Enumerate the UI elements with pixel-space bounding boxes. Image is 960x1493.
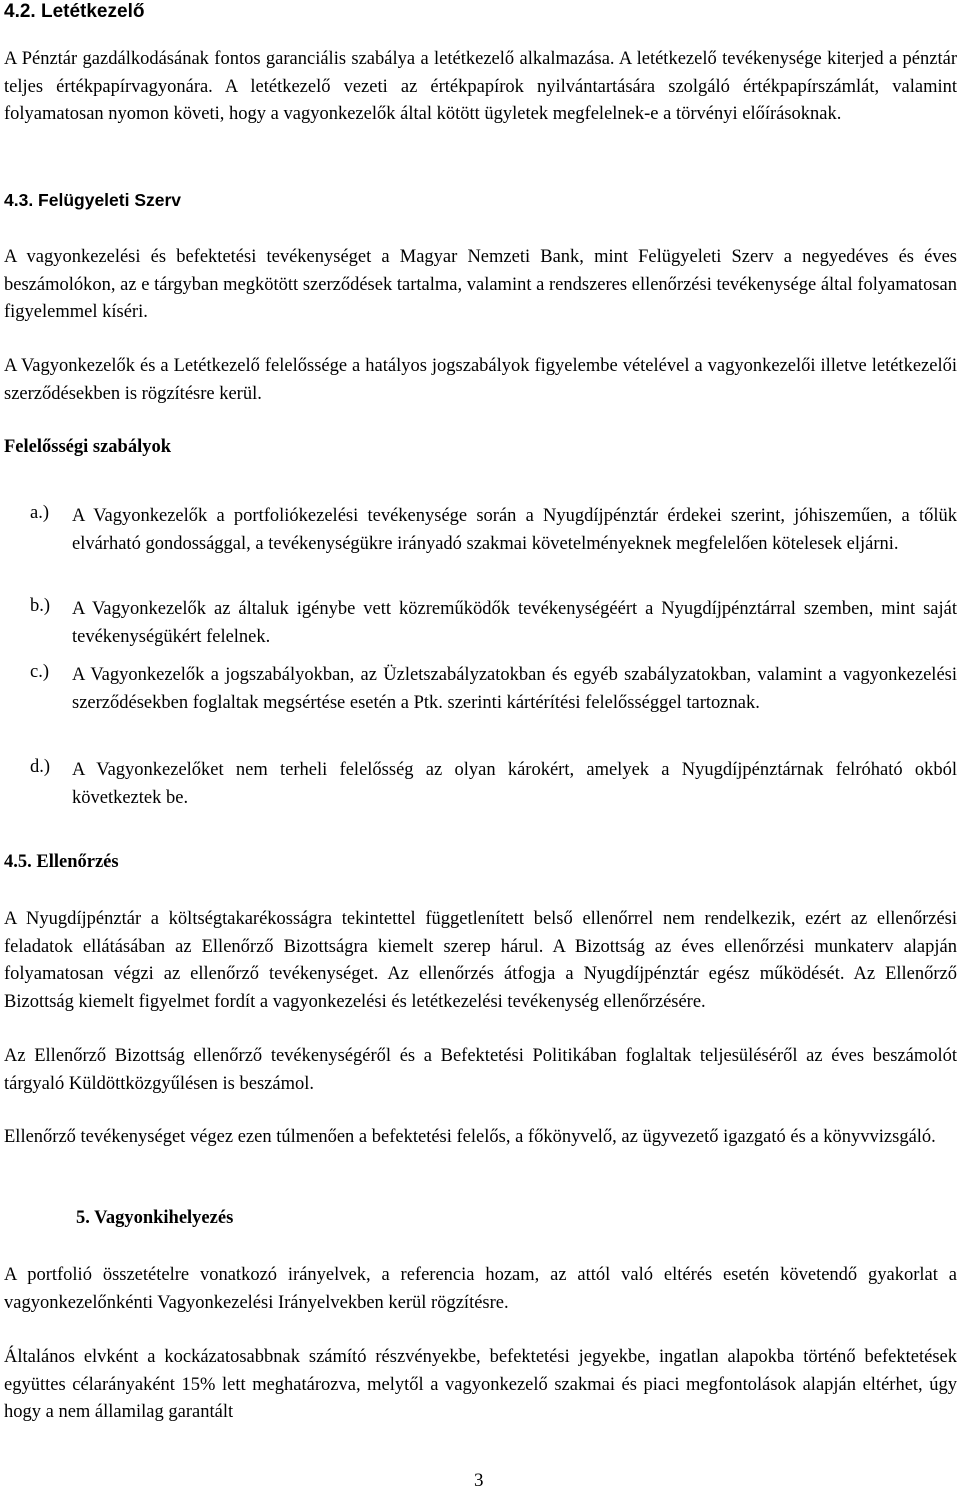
paragraph-felugyeleti-2: A Vagyonkezelők és a Letétkezelő felelőssége a hatályos jogszabályok figyelembe vételével a vagyonkezelői illetve letétkezelői szerződésekben is rögzítésre kerül.	[4, 356, 957, 404]
list-item-label: d.)	[30, 757, 51, 777]
paragraph-vagyonkihelyezes-2: Általános elvként a kockázatosabbnak számító részvényekbe, befektetési jegyekbe, ingatlan alapokba történő befektetések együttes célarányaként 15% lett meghatározva, melytől a vagyonkezelő szakmai és piaci megfontolások alapján eltérhet, úgy hogy a nem államilag garantált	[4, 1347, 957, 1422]
list-item	[30, 596, 957, 651]
list-item-text: A Vagyonkezelőket nem terheli felelősség az olyan károkért, amelyek a Nyugdíjpénztárnak felróható okból következtek be.	[72, 760, 957, 808]
paragraph-felugyeleti-1: A vagyonkezelési és befektetési tevékenységet a Magyar Nemzeti Bank, mint Felügyeleti Szerv a negyedéves és éves beszámolókon, az e tárgyban megkötött szerződések tartalma, valamint a rendszeres ellenőrzési tevékenysége által folyamatosan figyelemmel kíséri.	[4, 247, 957, 322]
section-heading-4-5: 4.5. Ellenőrzés	[4, 852, 119, 872]
section-heading-4-2: 4.2. Letétkezelő	[4, 1, 145, 22]
list-item-text: A Vagyonkezelők a portfoliókezelési tevékenysége során a Nyugdíjpénztár érdekei szerint, jóhiszeműen, a tőlük elvárható gondossággal, a tevékenységükre irányadó szakmai követelményeknek megfelelően kötelesek eljárni.	[72, 506, 957, 554]
list-item-label: a.)	[30, 503, 49, 523]
page-number: 3	[474, 1470, 484, 1491]
list-item-text: A Vagyonkezelők az általuk igénybe vett közreműködők tevékenységéért a Nyugdíjpénztárral szemben, mint saját tevékenységükért felelnek.	[72, 599, 957, 647]
section-heading-4-3: 4.3. Felügyeleti Szerv	[4, 190, 182, 210]
paragraph-ellenorzes-1b: Az Ellenőrző Bizottság ellenőrző tevékenységéről és a Befektetési Politikában foglaltak teljesüléséről az éves beszámolót tárgyaló Küldöttközgyűlésen is beszámol.	[4, 1046, 957, 1094]
section-heading-5: 5. Vagyonkihelyezés	[76, 1208, 234, 1228]
list-item-text: A Vagyonkezelők a jogszabályokban, az Üzletszabályzatokban és egyéb szabályzatokban, valamint a vagyonkezelési szerződésekben foglaltak megsértése esetén a Ptk. szerinti kártérítési felelősséggel tartoznak.	[72, 665, 957, 713]
list-item	[30, 757, 957, 812]
list-item-label: b.)	[30, 596, 51, 616]
paragraph-letetkezelo: A Pénztár gazdálkodásának fontos garanciális szabálya a letétkezelő alkalmazása. A letétkezelő tevékenysége kiterjed a pénztár teljes értékpapírvagyonára. A letétkezelő vezeti az értékpapírok nyilvántartására szolgáló értékpapírszámlát, valamint folyamatosan nyomon követi, hogy a vagyonkezelők által kötött ügyletek megfelelnek-e a törvényi előírásoknak.	[4, 49, 957, 124]
list-item	[30, 503, 957, 558]
paragraph-ellenorzes-1a: A Nyugdíjpénztár a költségtakarékosságra tekintettel függetlenített belső ellenőrrel nem rendelkezik, ezért az ellenőrzési feladatok ellátásában az Ellenőrző Bizottságra kiemelt szerep hárul. A Bizottság az éves ellenőrzési munkaterv alapján folyamatosan végzi az ellenőrző tevékenységet. Az ellenőrzés átfogja a Nyugdíjpénztár egész működését. Az Ellenőrző Bizottság kiemelt figyelmet fordít a vagyonkezelési és letétkezelési tevékenység ellenőrzésére.	[4, 909, 957, 1012]
paragraph-vagyonkihelyezes-1: A portfolió összetételre vonatkozó irányelvek, a referencia hozam, az attól való eltérés esetén követendő gyakorlat a vagyonkezelőnkénti Vagyonkezelési Irányelvekben kerül rögzítésre.	[4, 1265, 957, 1313]
list-item-label: c.)	[30, 662, 49, 682]
subheading-felelossegi-szabalyok: Felelősségi szabályok	[4, 437, 172, 457]
paragraph-ellenorzes-2: Ellenőrző tevékenységet végez ezen túlmenően a befektetési felelős, a főkönyvelő, az ügyvezető igazgató és a könyvvizsgáló.	[4, 1127, 936, 1147]
list-item	[30, 662, 957, 717]
